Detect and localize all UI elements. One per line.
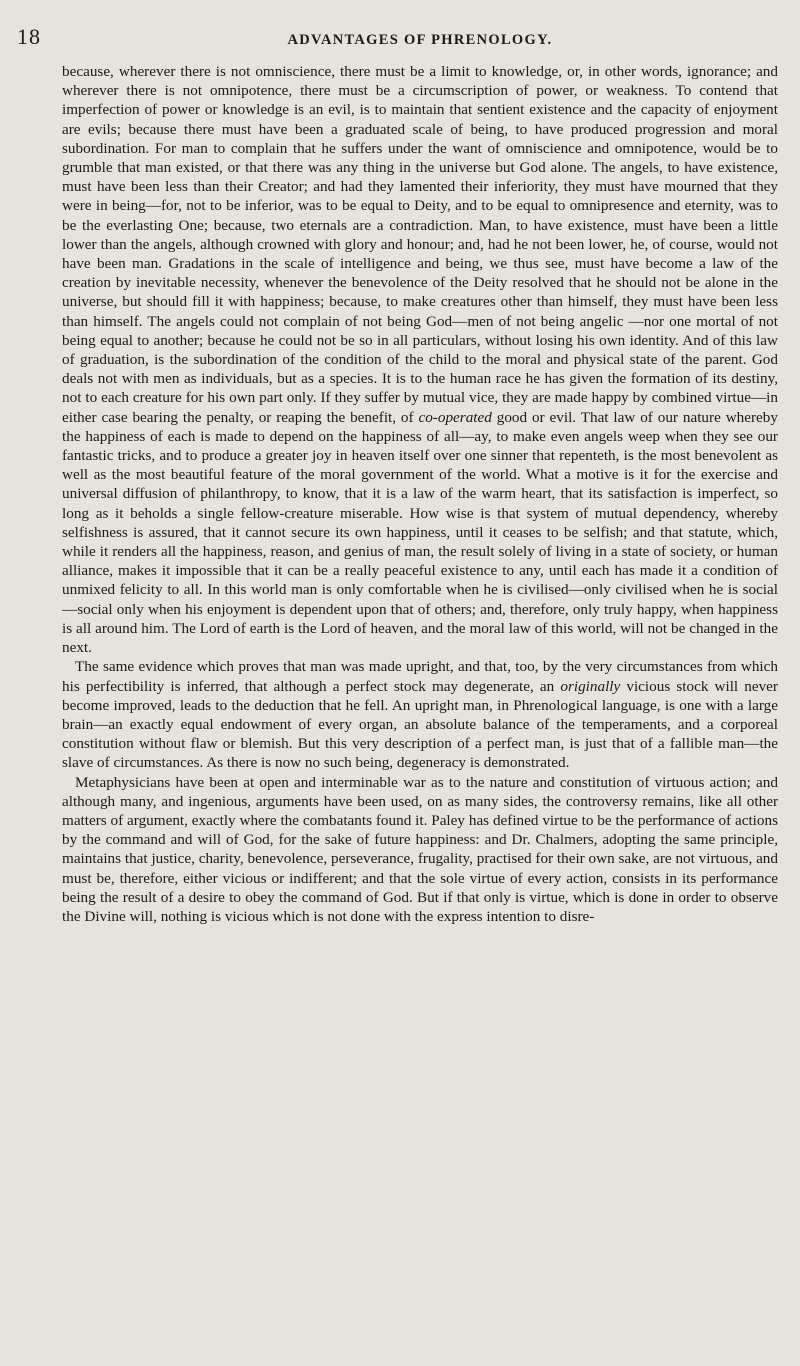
text-segment: because, wherever there is not omniscience, there must be a limit to knowledge, or, in other words, ignorance; and wherever there is not omnipotence, there must be a circumscription of power, or weakness. To contend that imperfection of power or knowledge is an evil, is to maintain that sentient existence and the capacity of enjoyment are evils; because there must have been a graduated scale of being, to have produced progression and moral subordination. For man to complain that he suffers under the want of omniscience and omnipotence, would be to grumble that man existed, or that there was any thing in the universe but God alone. The angels, to have existence, must have been less than their Creator; and had they lamented their inferiority, they must have mourned that they were in being—for, not to be inferior, was to be equal to Deity, and to be equal to omnipresence and eternity, was to be the everlasting One; because, two eternals are a contradiction. Man, to have existence, must have been a little lower than the angels, although crowned with glory and honour; and, had he not been lower, he, of course, would not have been man. Gradations in the scale of intelligence and being, we thus see, must have become a law of the creation by inevitable necessity, whenever the benevolence of the Deity resolved that he should not be alone in the universe, but should fill it with happiness; because, to make creatures other than himself, they must have been less than himself. The angels could not complain of not being God—men of not being angelic —nor one mortal of not being equal to another; because he could not be so in all particulars, without losing his own identity. And of this law of graduation, is the subordination of the condition of the child to the moral and physical state of the parent. God deals not with men as individuals, but as a species. It is to the human race he has given the formation of its destiny, not to each creature for his own part only. If they suffer by mutual vice, they are made happy by combined virtue—in either case bearing the penalty, or reaping the benefit, of [62, 63, 778, 426]
text-segment: Metaphysicians have been at open and interminable war as to the nature and constitution of virtuous action; and although many, and ingenious, arguments have been used, on as many sides, the controversy remains, like all other matters of argument, exactly where the combatants found it. Paley has defined virtue to be the performance of actions by the command and will of God, for the sake of future happiness: and Dr. Chalmers, adopting the same principle, maintains that justice, charity, benevolence, perseverance, frugality, practised for their own sake, are not virtuous, and must be, therefore, either vicious or indifferent; and that the sole virtue of every action, consists in its performance being the result of a desire to obey the command of God. But if that only is virtue, which is done in order to observe the Divine will, nothing is vicious which is not done with the express intention to disre- [62, 773, 778, 925]
paragraph-1 [62, 62, 778, 657]
running-head: ADVANTAGES OF PHRENOLOGY. [287, 32, 553, 48]
text-segment: The same evidence which proves that man was made upright, and that, too, by the very circumstances from which his perfectibility is inferred, that although a perfect stock may degenerate, an [62, 658, 778, 695]
paragraph-3 [62, 773, 778, 927]
page-header [17, 18, 778, 62]
book-page [17, 18, 778, 1354]
body-text [62, 62, 778, 926]
paragraph-2 [62, 657, 778, 772]
page-number: 18 [17, 24, 41, 49]
text-segment: good or evil. That law of our nature whereby the happiness of each is made to depend on the happiness of all—ay, to make even angels weep when they see our fantastic tricks, and to produce a greater joy in heaven itself over one sinner that repenteth, is the most benevolent as well as the most beautiful feature of the moral government of the world. What a motive is it for the exercise and universal diffusion of philanthropy, to know, that it is a law of the warm heart, that its satisfaction is imperfect, so long as it beholds a single fellow-creature miserable. How wise is that system of mutual dependency, whereby selfishness is assured, that it cannot secure its own happiness, until it ceases to be selfish; and that statute, which, while it renders all the happiness, reason, and genius of man, the result solely of living in a state of society, or human alliance, makes it impossible that it can be a really peaceful existence to any, until each has made it a condition of unmixed felicity to all. In this world man is only comfortable when he is civilised—only civilised when he is social—social only when his enjoyment is dependent upon that of others; and, therefore, only truly happy, when happiness is all around him. The Lord of earth is the Lord of heaven, and the moral law of this world, will not be changed in the next. [62, 408, 778, 657]
italic-term: co-operated [418, 408, 492, 426]
italic-term: originally [560, 677, 621, 695]
text-segment: vicious stock will never become improved, leads to the deduction that he fell. An upright man, in Phrenological language, is one with a large brain—an exactly equal endowment of every organ, an absolute balance of the temperaments, and a corporeal constitution without flaw or blemish. But this very description of a perfect man, is just that of a fallible man—the slave of circumstances. As there is now no such being, degeneracy is demonstrated. [62, 677, 778, 772]
